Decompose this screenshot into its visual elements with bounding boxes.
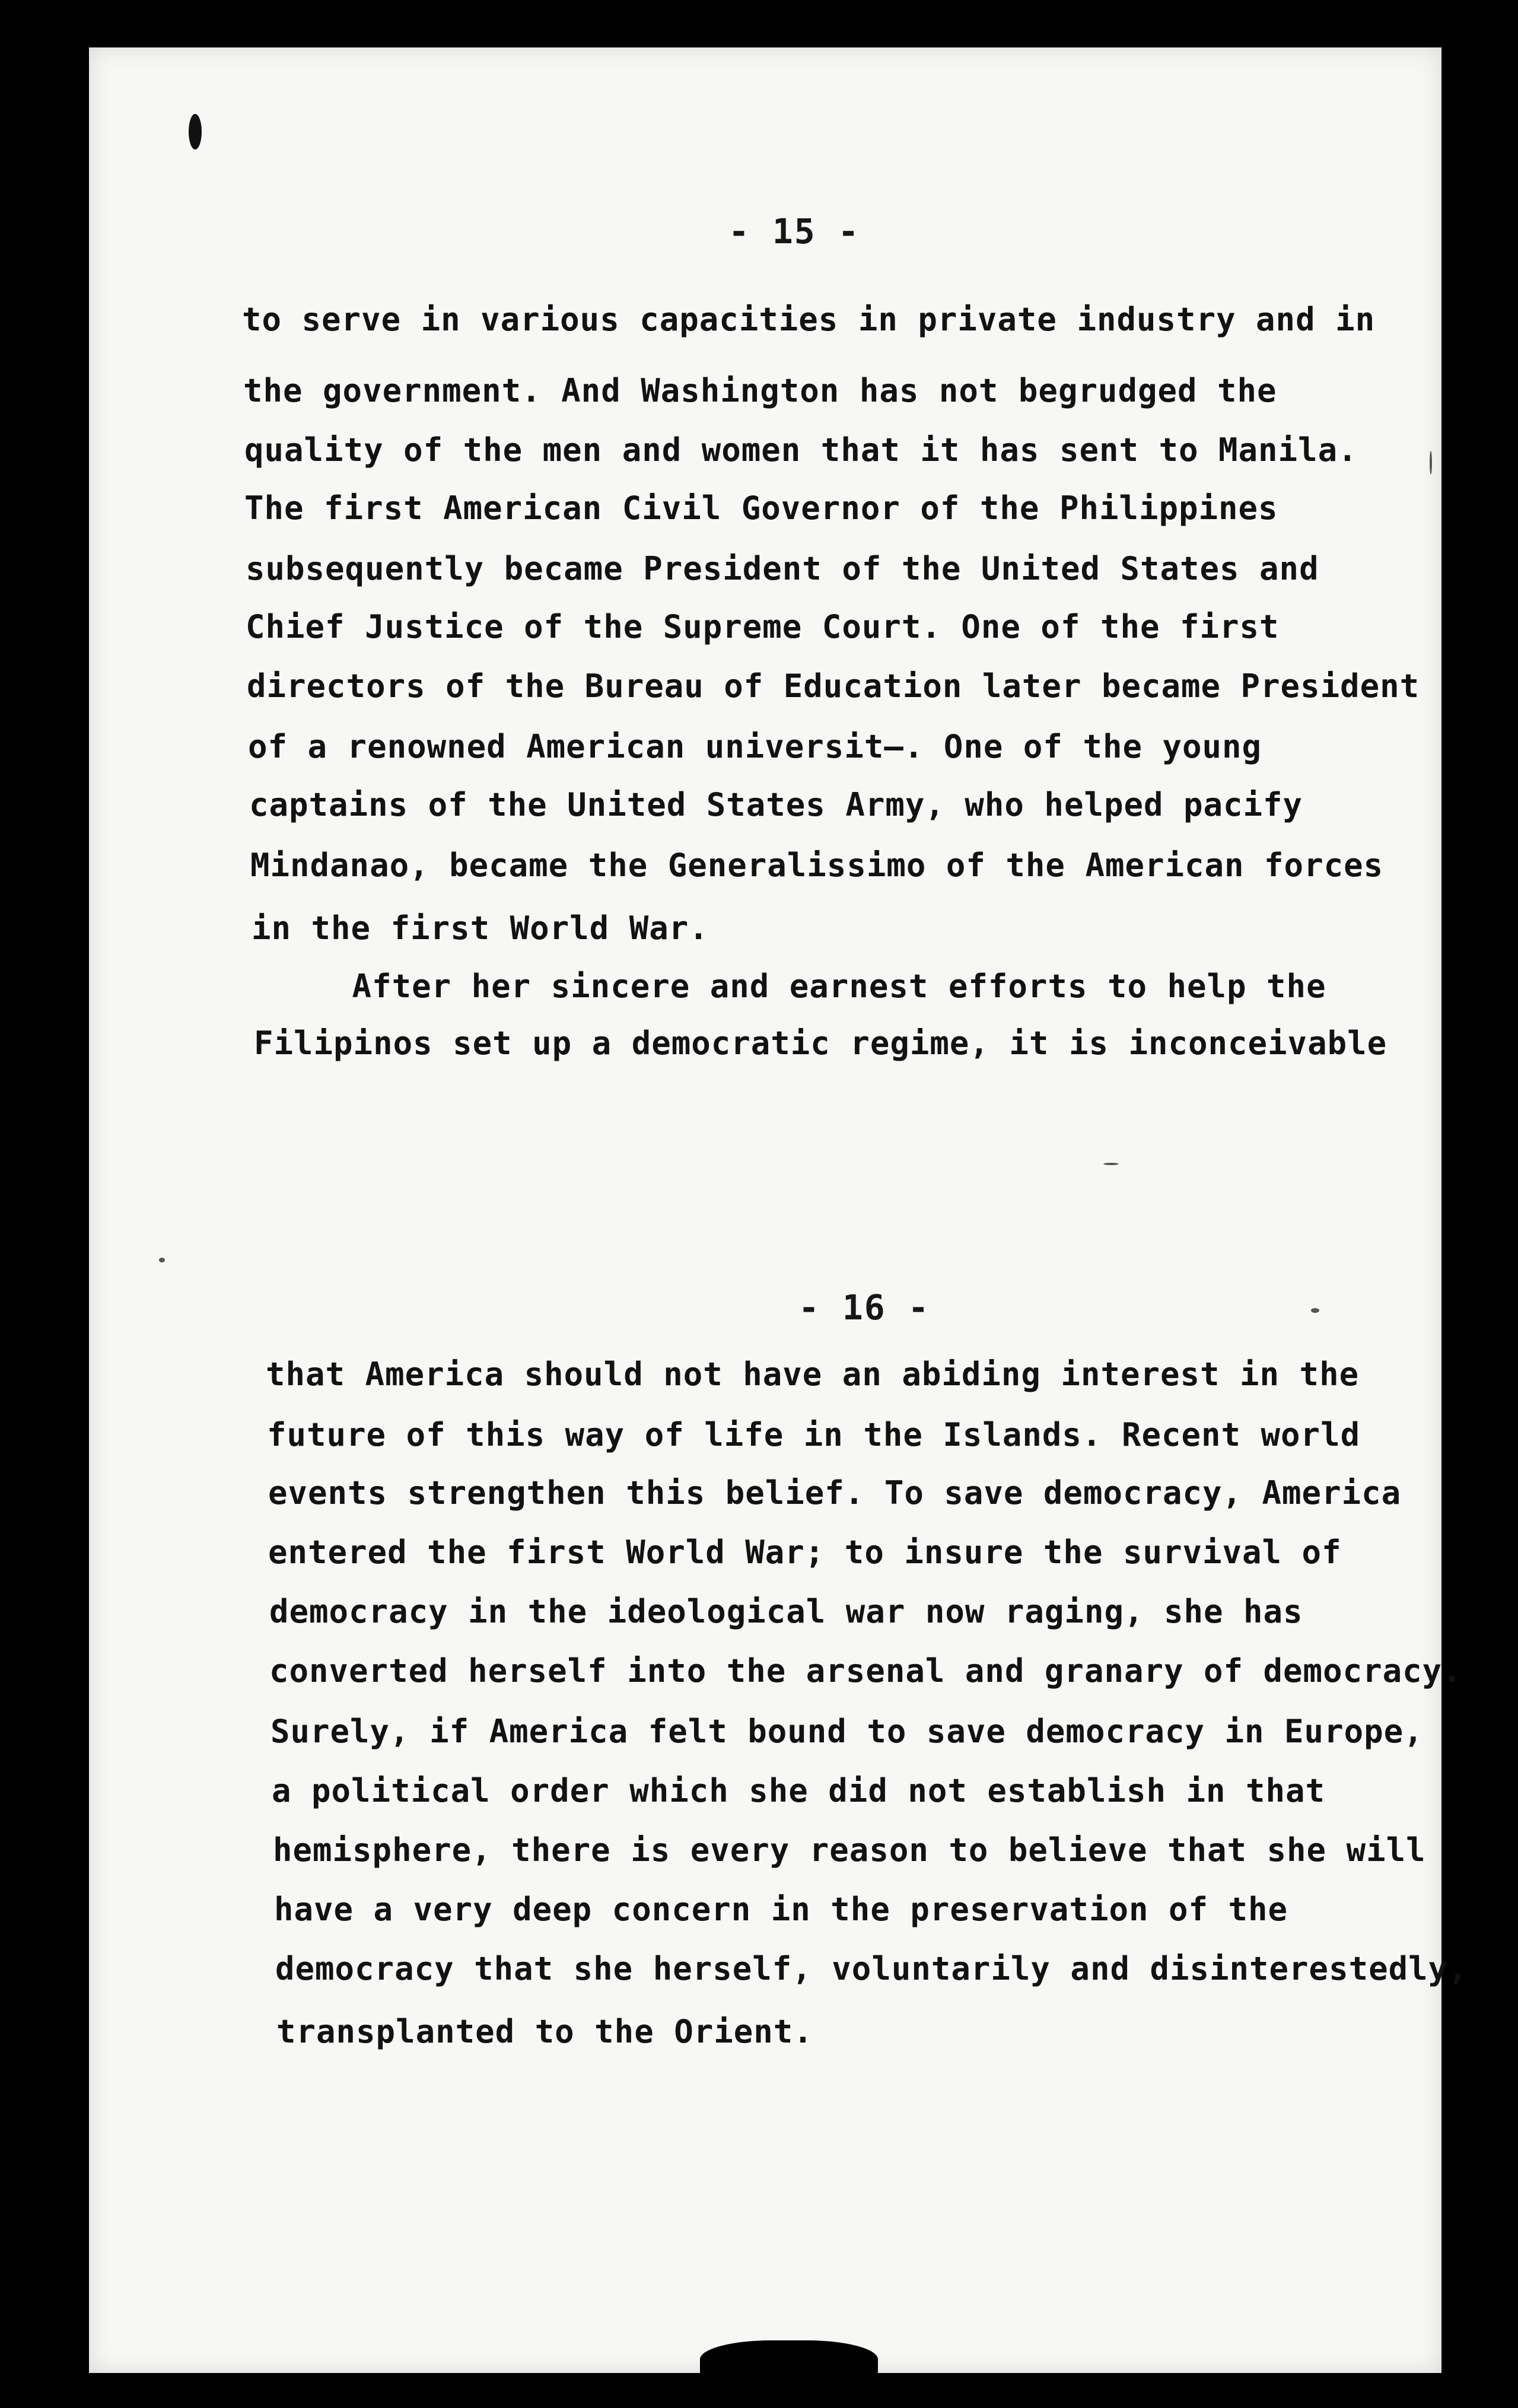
- page-number: - 16 -: [798, 1287, 930, 1328]
- dust-speck: [159, 1258, 165, 1262]
- text-line: quality of the men and women that it has sent to Manila.: [244, 431, 1358, 469]
- page-number: - 15 -: [728, 211, 860, 252]
- text-line: democracy in the ideological war now raging, she has: [269, 1593, 1303, 1630]
- text-line: that America should not have an abiding interest in the: [266, 1356, 1360, 1393]
- text-line: have a very deep concern in the preservation of the: [274, 1891, 1288, 1928]
- text-line: Mindanao, became the Generalissimo of the American forces: [250, 847, 1384, 884]
- dust-speck: [1103, 1163, 1119, 1165]
- text-line: hemisphere, there is every reason to believe that she will: [273, 1831, 1426, 1869]
- text-line: captains of the United States Army, who helped pacify: [249, 786, 1303, 823]
- torn-edge: [700, 2340, 878, 2388]
- text-line: to serve in various capacities in private industry and in: [242, 301, 1376, 338]
- text-line: entered the first World War; to insure the survival of: [268, 1534, 1342, 1571]
- text-line: Surely, if America felt bound to save democracy in Europe,: [270, 1713, 1424, 1750]
- text-line: events strengthen this belief. To save democracy, America: [268, 1474, 1402, 1512]
- text-line: the government. And Washington has not begrudged the: [243, 372, 1277, 409]
- text-line: of a renowned American universit—. One of the young: [248, 728, 1262, 765]
- text-line: Filipinos set up a democratic regime, it is inconceivable: [254, 1025, 1387, 1062]
- text-line: The first American Civil Governor of the Philippines: [244, 489, 1278, 527]
- dust-speck: [1430, 451, 1432, 475]
- text-line: Chief Justice of the Supreme Court. One of the first: [246, 608, 1280, 645]
- text-line: transplanted to the Orient.: [276, 2013, 813, 2050]
- text-line: democracy that she herself, voluntarily and disinterestedly,: [275, 1950, 1468, 1987]
- text-line: After her sincere and earnest efforts to help the: [253, 968, 1326, 1005]
- text-line: future of this way of life in the Islands. Recent world: [267, 1416, 1361, 1453]
- text-line: a political order which she did not establish in that: [272, 1772, 1326, 1809]
- text-line: subsequently became President of the United States and: [246, 550, 1319, 587]
- punch-hole: [189, 114, 202, 149]
- dust-speck: [1311, 1308, 1319, 1313]
- text-line: in the first World War.: [252, 909, 709, 947]
- text-line: directors of the Bureau of Education later became President: [247, 667, 1420, 705]
- text-line: converted herself into the arsenal and granary of democracy.: [269, 1652, 1462, 1690]
